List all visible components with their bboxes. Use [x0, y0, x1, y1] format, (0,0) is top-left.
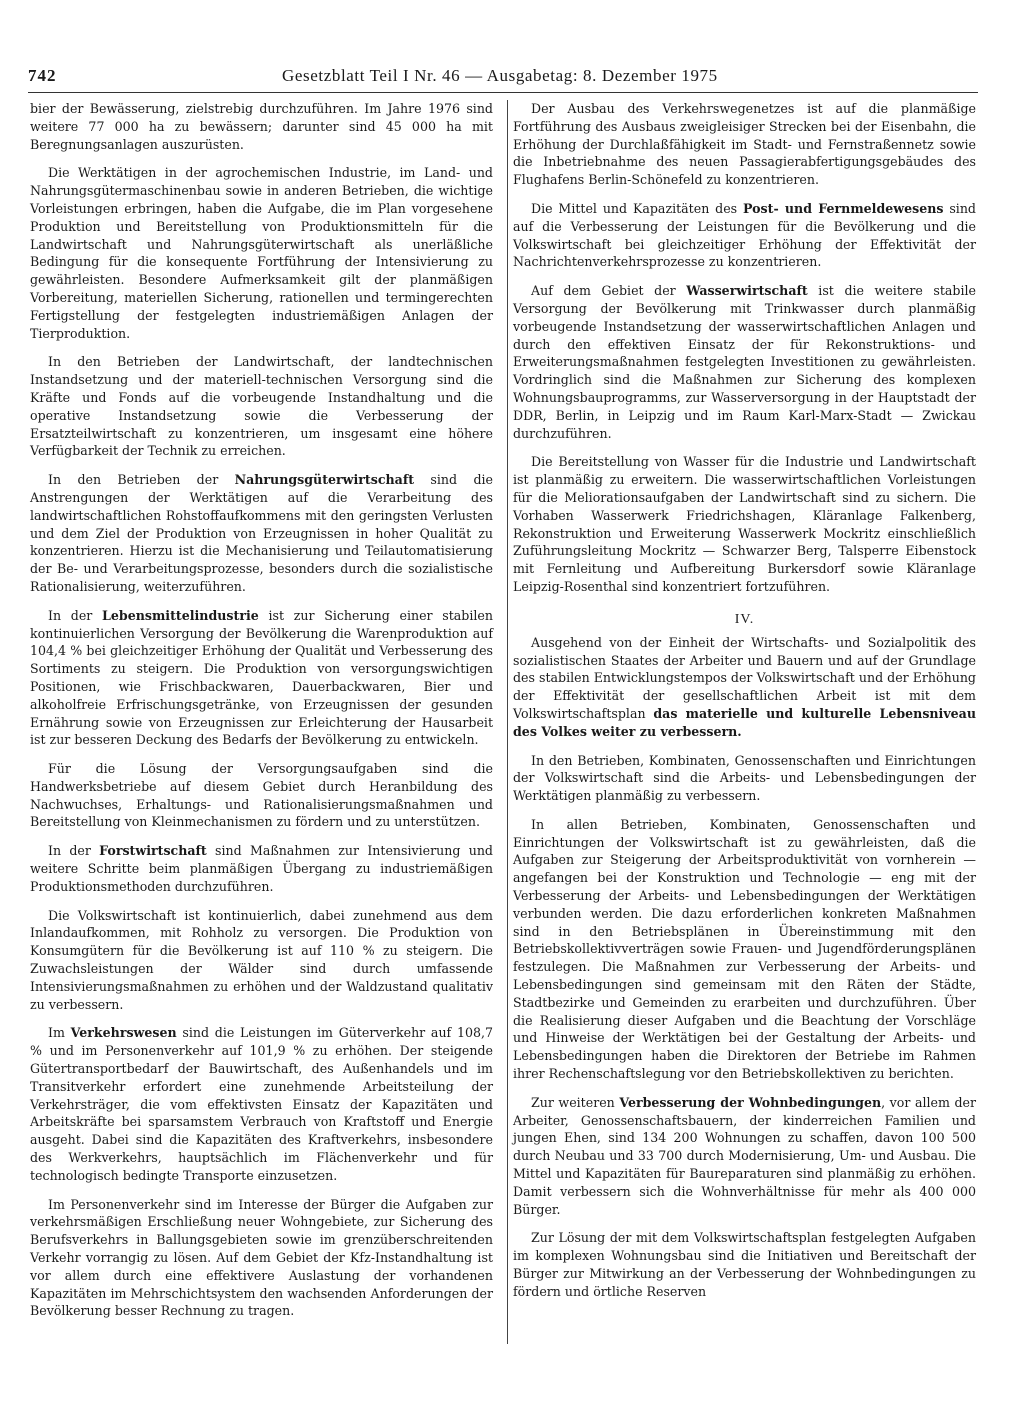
paragraph: [30, 471, 493, 596]
paragraph-lead-text: In der: [48, 843, 100, 859]
paragraph: [513, 634, 976, 741]
paragraph: bier der Bewässerung, zielstrebig durchzuführen. Im Jahre 1976 sind weitere 77 000 ha zu bewässern; darunter sind 45 000 ha mit Beregnungsanlagen auszurüsten.: [30, 101, 493, 152]
paragraph: [513, 1094, 976, 1219]
paragraph-lead-text: Zur weiteren: [531, 1094, 620, 1110]
paragraph: Zur Lösung der mit dem Volkswirtschaftsplan festgelegten Aufgaben im komplexen Wohnungsbau sind die Initiativen und Bereitschaft der Bürger zur Mitwirkung an der Verbesserung der Wohnbedingungen zu fördern und örtliche Reserven: [513, 1230, 976, 1299]
paragraph: Im Personenverkehr sind im Interesse der Bürger die Aufgaben zur verkehrsmäßigen Erschließung neuer Wohngebiete, zur Sicherung des Berufsverkehrs in Ballungsgebieten sowie im grenzüberschreitenden Verkehr vorrangig zu lösen. Auf dem Gebiet der Kfz-Instandhaltung ist vor allem durch eine effektivere Auslastung der vorhandenen Kapazitäten im Mehrschichtsystem den wachsenden Anforderungen der Bevölkerung besser Rechnung zu tragen.: [30, 1196, 493, 1319]
bold-keyword: Forstwirtschaft: [99, 843, 207, 859]
left-column: [30, 100, 493, 1331]
bold-keyword: Verbesserung der Wohnbedingungen: [619, 1094, 882, 1110]
paragraph: In allen Betrieben, Kombinaten, Genossenschaften und Einrichtungen der Volkswirtschaft ist zu gewährleisten, daß die Aufgaben zur Steigerung der Arbeitsproduktivität von vornherein — angefangen bei der Konstruktion und Technologie — eng mit der Verbesserung der Arbeits- und Lebensbedingungen der Werktätigen verbunden werden. Die dazu erforderlichen konkreten Maßnahmen sind in den Betriebsplänen in Übereinstimmung mit den Betriebskollektivverträgen sowie Frauen- und Jugendförderungsplänen festzulegen. Die Maßnahmen zur Verbesserung der Arbeits- und Lebensbedingungen sind gemeinsam mit den Räten der Städte, Stadtbezirke und Gemeinden zu erarbeiten und durchzuführen. Über die Realisierung dieser Aufgaben und die Beachtung der Vorschläge und Hinweise der Werktätigen bei der Gestaltung der Arbeits- und Lebensbedingungen haben die Direktoren der Betriebe im Rahmen ihrer Rechenschaftslegung vor den Betriebskollektiven zu berichten.: [513, 816, 976, 1082]
bold-keyword: Post- und Fernmeldewesens: [743, 200, 944, 216]
paragraph-tail-text: sind auf die Verbesserung der Leistungen für die Bevölkerung und die Volkswirtschaft bei gleichzeitiger Erhöhung der Effektivität der Nachrichtenverkehrsprozesse zu konzentrieren.: [513, 200, 976, 270]
bold-keyword: Lebensmittelindustrie: [102, 607, 259, 623]
paragraph: Die Werktätigen in der agrochemischen Industrie, im Land- und Nahrungsgütermaschinenbau sowie in anderen Betrieben, die wichtige Vorleistungen erbringen, haben die Aufgabe, die im Plan vorgesehene Produktion und Bereitstellung von Produktionsmitteln für die Landwirtschaft und Nahrungsgüterwirtschaft als unerläßliche Bedingung für die konsequente Fortführung der Intensivierung zu gewährleisten. Besondere Aufmerksamkeit gilt der planmäßigen Vorbereitung, materiellen Sicherung, rationellen und termingerechten Fertigstellung der festgelegten industriemäßigen Anlagen der Tierproduktion.: [30, 165, 493, 341]
column-divider: [507, 100, 508, 1344]
paragraph: [30, 1024, 493, 1184]
header-rule: [28, 92, 978, 93]
paragraph-tail-text: , vor allem der Arbeiter, Genossenschaftsbauern, der kinderreichen Familien und jungen Ehen, sind 134 200 Wohnungen zu schaffen, davon 100 500 durch Neubau und 33 700 durch Modernisierung, Um- und Ausbau. Die Mittel und Kapazitäten für Baureparaturen sind planmäßig zu erhöhen. Damit verbessern sich die Wohnverhältnisse für mehr als 400 000 Bürger.: [513, 1094, 976, 1217]
bold-keyword: Wasserwirtschaft: [686, 283, 808, 299]
paragraph-lead-text: In der: [48, 607, 103, 623]
page-number: 742: [28, 66, 57, 85]
bold-keyword: das materielle und kulturelle Lebensniveau des Volkes weiter zu verbessern.: [513, 705, 976, 739]
running-header: Gesetzblatt Teil I Nr. 46 — Ausgabetag: 8. Dezember 1975: [282, 66, 718, 85]
paragraph-tail-text: sind Maßnahmen zur Intensivierung und weitere Schritte beim planmäßigen Übergang zu industriemäßigen Produktionsmethoden durchzuführen.: [30, 843, 493, 894]
paragraph: Der Ausbau des Verkehrswegenetzes ist auf die planmäßige Fortführung des Ausbaus zweigleisiger Strecken bei der Eisenbahn, die Erhöhung der Durchlaßfähigkeit im Stadt- und Fernstraßennetz sowie die Inbetriebnahme des neuen Passagierabfertigungsgebäudes des Flughafens Berlin-Schönefeld zu konzentrieren.: [513, 101, 976, 188]
paragraph: In den Betrieben, Kombinaten, Genossenschaften und Einrichtungen der Volkswirtschaft sind die Arbeits- und Lebensbedingungen der Werktätigen planmäßig zu verbessern.: [513, 752, 976, 804]
paragraph-lead-text: Auf dem Gebiet der: [531, 283, 687, 299]
paragraph-tail-text: sind die Leistungen im Güterverkehr auf 108,7 % und im Personenverkehr auf 101,9 % zu erhöhen. Der steigende Gütertransportbedarf der Bauwirtschaft, des Außenhandels und im Transitverkehr erfordert eine zunehmende Arbeitsteilung der Verkehrsträger, die vom effektivsten Einsatz der Kapazitäten und Arbeitskräfte bei sparsamstem Verbrauch von Kraftstoff und Energie ausgeht. Dabei sind die Kapazitäten des Kraftverkehrs, insbesondere des Werkverkehrs, hauptsächlich im Flächenverkehr und für technologisch bedingte Transporte einzusetzen.: [30, 1025, 493, 1183]
paragraph: [513, 282, 976, 442]
paragraph: [30, 842, 493, 895]
paragraph: Die Volkswirtschaft ist kontinuierlich, dabei zunehmend aus dem Inlandaufkommen, mit Rohholz zu versorgen. Die Produktion von Konsumgütern für die Bevölkerung ist auf 110 % zu steigern. Die Zuwachsleistungen der Wälder sind durch umfassende Intensivierungsmaßnahmen zu erhöhen und der Waldzustand qualitativ zu verbessern.: [30, 907, 493, 1012]
right-column: [513, 100, 976, 1312]
paragraph-tail-text: ist zur Sicherung einer stabilen kontinuierlichen Versorgung der Bevölkerung die Warenproduktion auf 104,4 % bei gleichzeitiger Erhöhung der Qualität und Verbesserung des Sortiments zu steigern. Die Produktion von versorgungswichtigen Positionen, wie Frischbackwaren, Dauerbackwaren, Bier und alkoholfreie Erfrischungsgetränke, von Erzeugnissen der gesunden Ernährung sowie von Erzeugnissen zur Erleichterung der Hausarbeit ist zur besseren Deckung des Bedarfs der Bevölkerung zu entwickeln.: [30, 607, 493, 748]
paragraph-tail-text: ist die weitere stabile Versorgung der Bevölkerung mit Trinkwasser durch planmäßig vorbeugende Instandsetzung der wasserwirtschaftlichen Anlagen und durch den effektiven Einsatz der für Rekonstruktions- und Erweiterungsmaßnahmen festgelegten Investitionen zu gewährleisten. Vordringlich sind die Maßnahmen zur Sicherung des komplexen Wohnungsbauprogramms, zur Wasserversorgung in der Hauptstadt der DDR, Berlin, in Leipzig und im Raum Karl-Marx-Stadt — Zwickau durchzuführen.: [513, 283, 976, 441]
paragraph-tail-text: sind die Anstrengungen der Werktätigen auf die Verarbeitung des landwirtschaftlichen Rohstoffaufkommens mit den geringsten Verlusten und dem Ziel der Produktion von Erzeugnissen in hoher Qualität zu konzentrieren. Hierzu ist die Mechanisierung und Teilautomatisierung der Be- und Verarbeitungsprozesse, besonders durch die sozialistische Rationalisierung, weiterzuführen.: [30, 472, 493, 594]
paragraph-lead-text: Im: [48, 1025, 71, 1041]
paragraph-lead-text: In den Betrieben der: [48, 472, 235, 488]
paragraph: Die Bereitstellung von Wasser für die Industrie und Landwirtschaft ist planmäßig zu erweitern. Die wasserwirtschaftlichen Vorleistungen für die Meliorationsaufgaben der Landwirtschaft sind zu sichern. Die Vorhaben Wasserwerk Friedrichshagen, Kläranlage Falkenberg, Rekonstruktion und Erweiterung Wasserwerk Mockritz einschließlich Zuführungsleitung Mockritz — Schwarzer Berg, Talsperre Eibenstock mit Fernleitung und Aufbereitung Burkersdorf sowie Kläranlage Leipzig-Rosenthal sind konzentriert fortzuführen.: [513, 454, 976, 594]
bold-keyword: Nahrungsgüterwirtschaft: [234, 472, 415, 488]
paragraph: Für die Lösung der Versorgungsaufgaben sind die Handwerksbetriebe auf diesem Gebiet durch Heranbildung des Nachwuchses, Erhaltungs- und Rationalisierungsmaßnahmen und Bereitstellung von Kleinmechanismen zu fördern und zu unterstützen.: [30, 761, 493, 830]
paragraph: [30, 607, 493, 749]
paragraph-lead-text: Die Mittel und Kapazitäten des: [531, 200, 743, 216]
paragraph: [513, 200, 976, 271]
bold-keyword: Verkehrswesen: [70, 1025, 177, 1041]
paragraph-lead-text: Ausgehend von der Einheit der Wirtschafts- und Sozialpolitik des sozialistischen Staates der Arbeiter und Bauern und auf der Grundlage des stabilen Entwicklungstempos der Volkswirtschaft und der Erhöhung der Effektivität der gesellschaftlichen Arbeit ist mit dem Volkswirtschaftsplan: [513, 634, 976, 721]
section-heading: IV.: [734, 611, 755, 627]
paragraph: In den Betrieben der Landwirtschaft, der landtechnischen Instandsetzung und der materiell-technischen Versorgung sind die Kräfte und Fonds auf die vorbeugende Instandhaltung und die operative Instandsetzung sowie die Verbesserung der Ersatzteilwirtschaft zu konzentrieren, um insgesamt eine höhere Verfügbarkeit der Technik zu erreichen.: [30, 354, 493, 459]
